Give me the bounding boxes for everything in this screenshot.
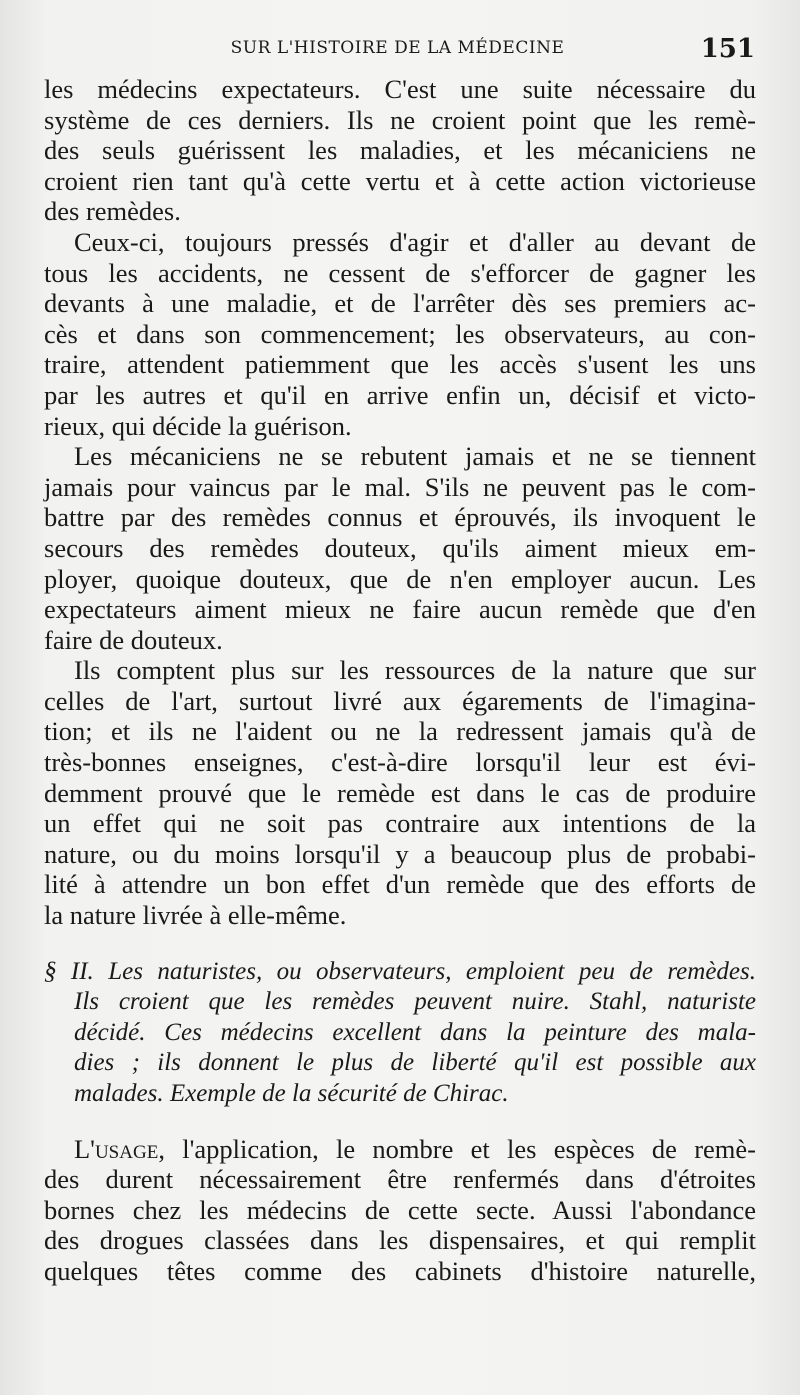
text-line: lité à attendre un bon effet d'un remède que des efforts de <box>44 869 756 900</box>
body-text <box>44 74 756 1287</box>
page-number: 151 <box>700 34 755 64</box>
text-line: celles de l'art, surtout livré aux égarements de l'imagina- <box>44 685 756 716</box>
text-line: battre par des remèdes connus et éprouvés, ils invoquent le <box>44 502 756 533</box>
text-line: la nature livrée à elle-même. <box>44 900 347 931</box>
text-line <box>44 1134 756 1165</box>
summary-line: § II. Les naturistes, ou observateurs, emploient peu de remèdes. <box>44 957 756 985</box>
text-line: les médecins expectateurs. C'est une suite nécessaire du <box>44 74 756 104</box>
paragraph <box>44 227 756 441</box>
text-line: des remèdes. <box>44 196 181 227</box>
text-line: expectateurs aiment mieux ne faire aucun remède que d'en <box>44 594 756 625</box>
running-title: SUR L'HISTOIRE DE LA MÉDECINE <box>230 38 565 58</box>
text-line: ployer, quoique douteux, que de n'en employer aucun. Les <box>44 563 756 594</box>
text-line: Ceux-ci, toujours pressés d'agir et d'aller au devant de <box>74 226 756 257</box>
paragraph <box>44 1134 756 1287</box>
text-line: devants à une maladie, et de l'arrêter dès ses premiers ac- <box>44 288 756 319</box>
text-line: des durent nécessairement être renfermés dans d'étroites <box>44 1164 756 1195</box>
text-line: croient rien tant qu'à cette vertu et à cette action victorieuse <box>44 165 756 196</box>
section-gap <box>44 1110 756 1134</box>
summary-line: dies ; ils donnent le plus de liberté qu'il est possible aux <box>74 1049 756 1077</box>
text-line: des seuls guérissent les maladies, et les mécaniciens ne <box>44 135 756 166</box>
text-line: Ils comptent plus sur les ressources de la nature que sur <box>74 655 756 686</box>
paragraph <box>44 655 756 930</box>
text-line: traire, attendent patiemment que les accès s'usent les uns <box>44 349 756 380</box>
text-line: jamais pour vaincus par le mal. S'ils ne peuvent pas le com- <box>44 471 756 502</box>
page-header <box>40 36 755 66</box>
text-line: des drogues classées dans les dispensaires, et qui remplit <box>44 1225 756 1256</box>
text-line: faire de douteux. <box>44 624 223 655</box>
text-line: tous les accidents, ne cessent de s'efforcer de gagner les <box>44 257 756 288</box>
text-line: un effet qui ne soit pas contraire aux intentions de la <box>44 808 756 839</box>
text-line: très-bonnes enseignes, c'est-à-dire lorsqu'il leur est évi- <box>44 747 756 778</box>
text-line: système de ces derniers. Ils ne croient point que les remè- <box>44 104 756 135</box>
text-line: quelques têtes comme des cabinets d'histoire naturelle, <box>44 1255 756 1286</box>
summary-line: Ils croient que les remèdes peuvent nuire. Stahl, naturiste <box>74 988 756 1016</box>
lead-word: L'usage <box>74 1133 159 1164</box>
text-line: demment prouvé que le remède est dans le cas de produire <box>44 777 756 808</box>
section-summary <box>44 957 756 1110</box>
summary-line: décidé. Ces médecins excellent dans la peinture des mala- <box>74 1018 756 1046</box>
section-gap <box>44 931 756 957</box>
lead-line-rest: , l'application, le nombre et les espèces de remè- <box>158 1133 756 1164</box>
text-line: secours des remèdes douteux, qu'ils aiment mieux em- <box>44 532 756 563</box>
text-line: par les autres et qu'il en arrive enfin un, décisif et victo- <box>44 379 756 410</box>
paragraph <box>44 441 756 655</box>
paragraph <box>44 74 756 227</box>
summary-line: malades. Exemple de la sécurité de Chirac. <box>74 1080 509 1107</box>
text-line: rieux, qui décide la guérison. <box>44 410 352 441</box>
text-line: cès et dans son commencement; les observateurs, au con- <box>44 318 756 349</box>
text-line: Les mécaniciens ne se rebutent jamais et ne se tiennent <box>74 441 756 472</box>
text-line: nature, ou du moins lorsqu'il y a beaucoup plus de probabi- <box>44 838 756 869</box>
text-line: tion; et ils ne l'aident ou ne la redressent jamais qu'à de <box>44 716 756 747</box>
text-line: bornes chez les médecins de cette secte. Aussi l'abondance <box>44 1194 756 1225</box>
